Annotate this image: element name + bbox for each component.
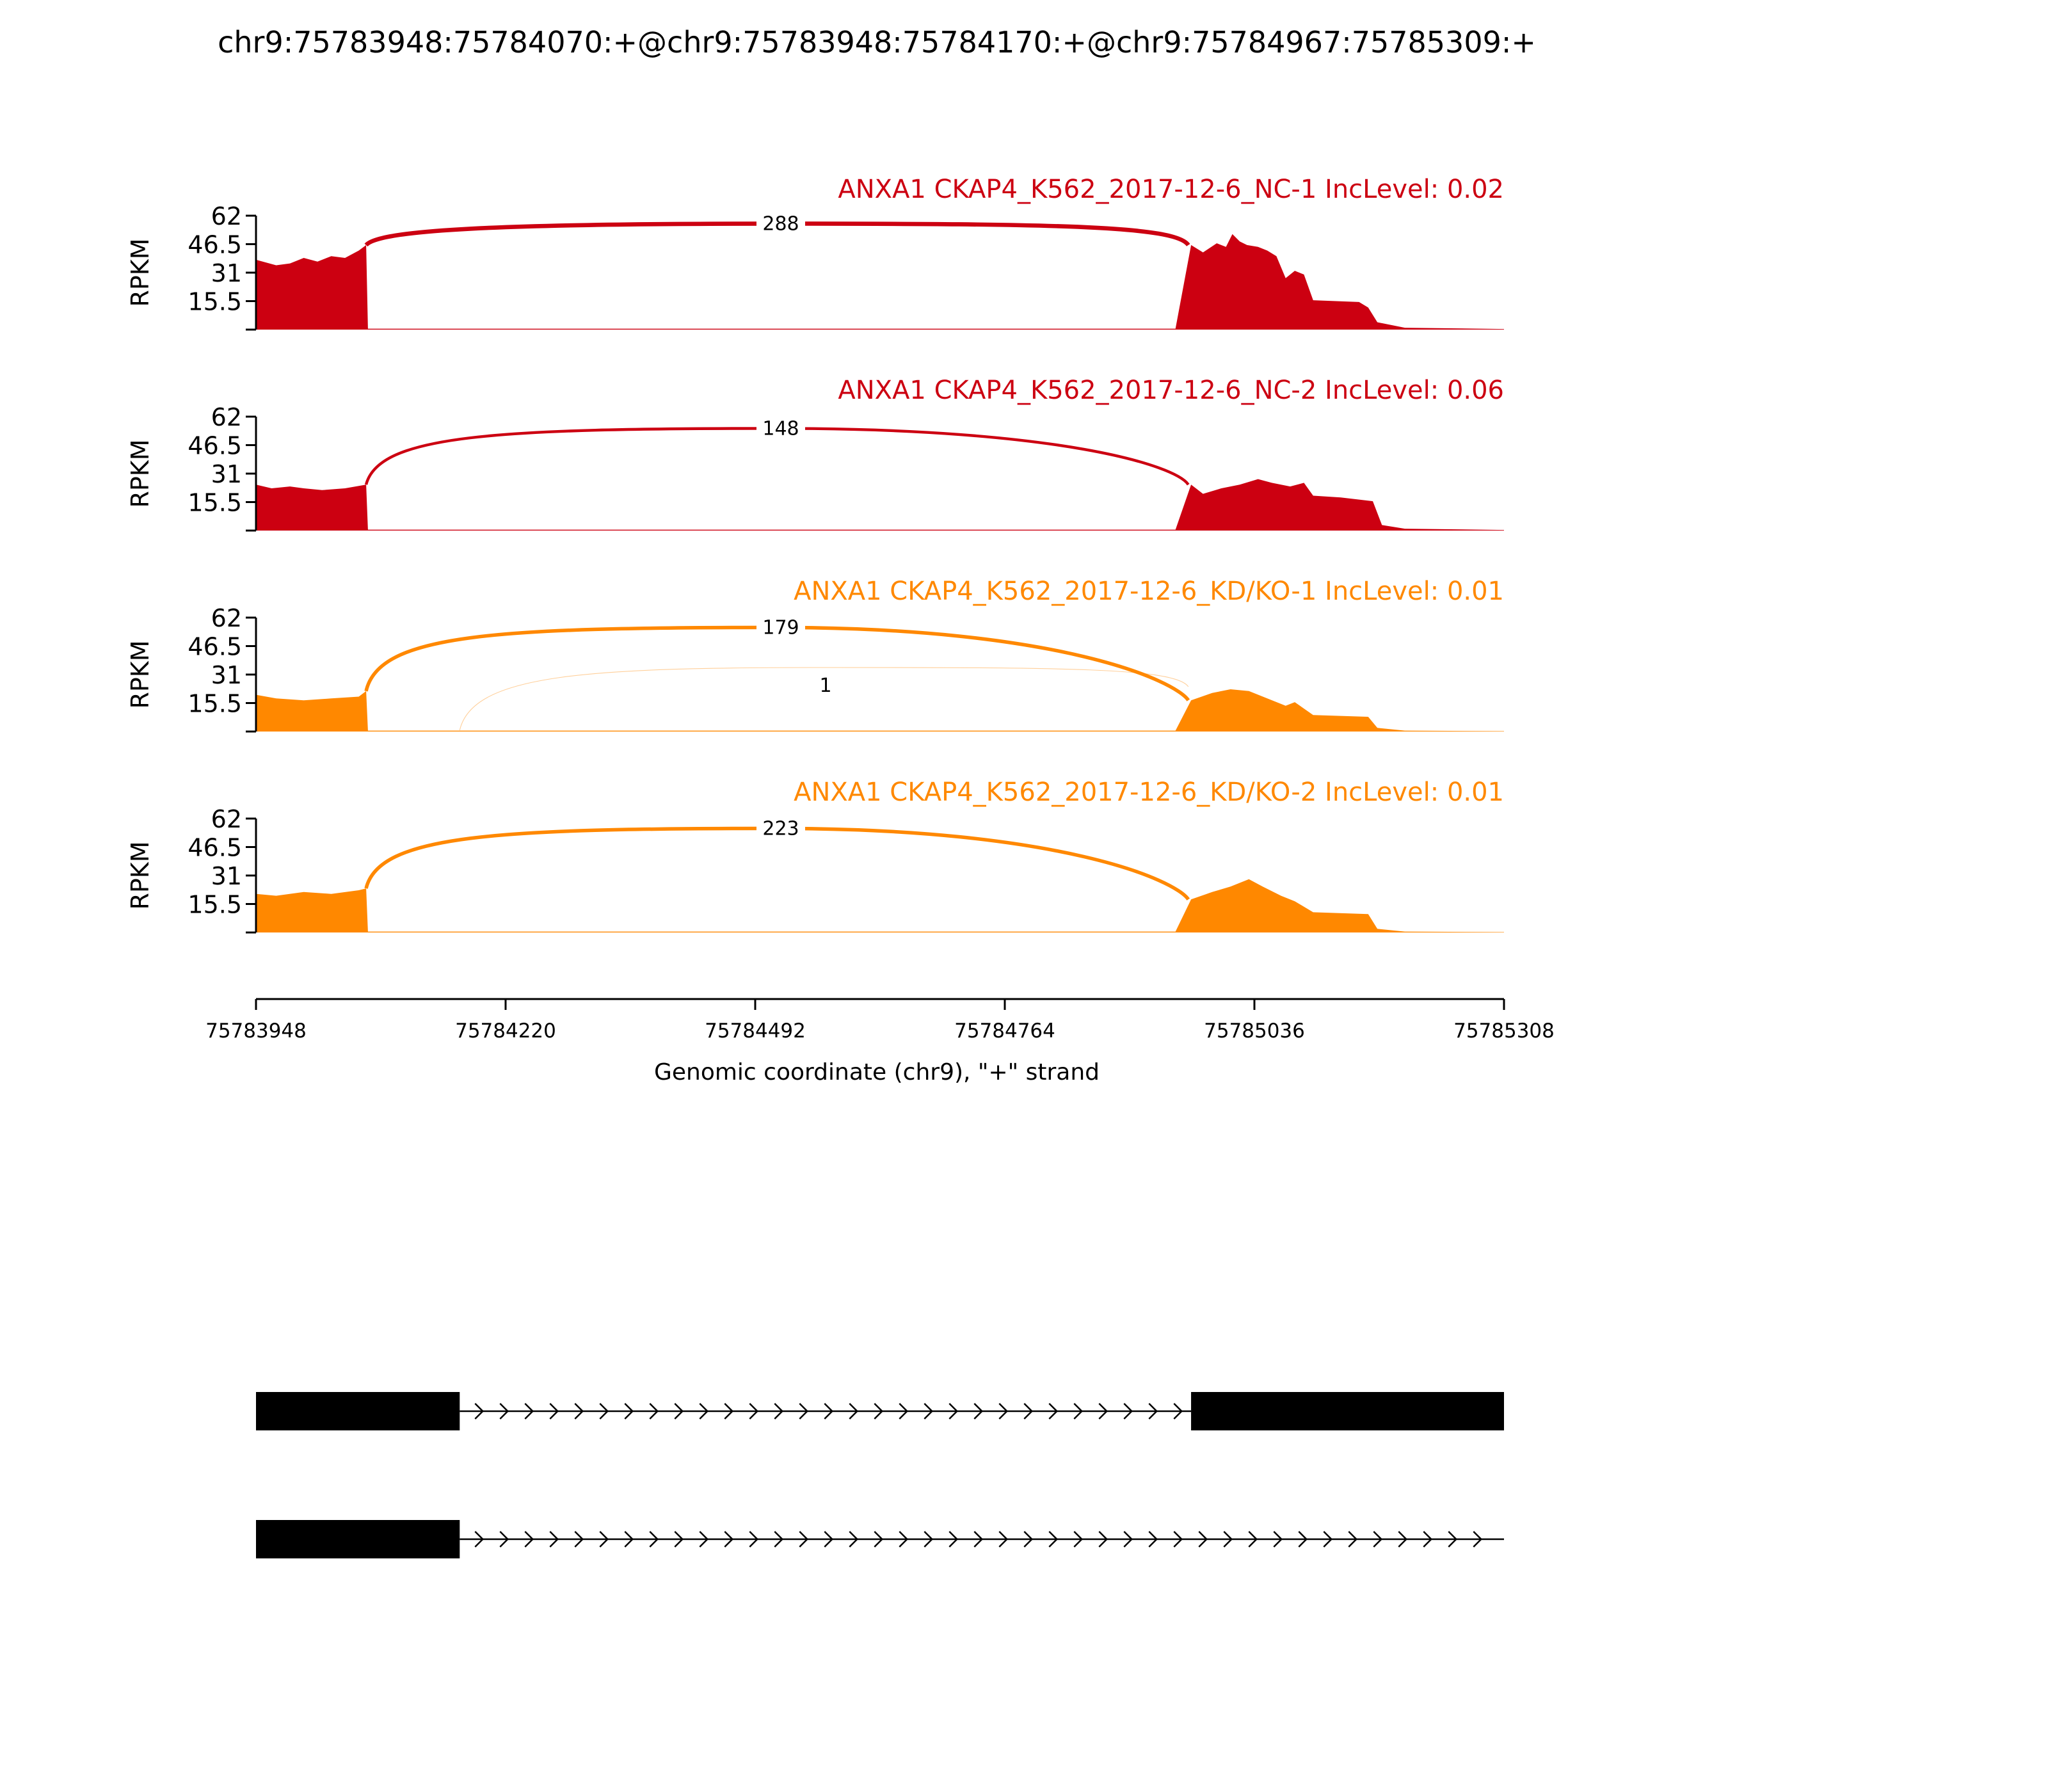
x-tick-label: 75785036 (1204, 1020, 1305, 1043)
x-tick-label: 75783948 (205, 1020, 307, 1043)
y-tick-label: 15.5 (188, 890, 242, 919)
coverage-area (256, 479, 1504, 531)
y-tick-label: 46.5 (188, 632, 242, 661)
x-axis (205, 999, 1555, 1043)
y-axis-label: RPKM (126, 439, 154, 508)
junction-count: 148 (762, 417, 799, 440)
gene-model-2 (256, 1520, 1504, 1558)
junction-count: 179 (762, 616, 799, 639)
gene-model-1 (256, 1392, 1504, 1430)
x-tick-label: 75785308 (1453, 1020, 1555, 1043)
panels (126, 175, 1504, 932)
x-tick-label: 75784764 (954, 1020, 1055, 1043)
y-axis-label: RPKM (126, 238, 154, 307)
y-tick-label: 15.5 (188, 287, 242, 316)
y-axis-label: RPKM (126, 640, 154, 709)
x-tick-label: 75784492 (705, 1020, 806, 1043)
y-tick-label: 62 (211, 403, 242, 431)
y-tick-label: 31 (211, 862, 242, 890)
coverage-area (256, 689, 1504, 732)
panel-2 (126, 376, 1504, 531)
exon (256, 1392, 460, 1430)
junction-count: 223 (762, 817, 799, 840)
exon (256, 1520, 460, 1558)
y-tick-label: 15.5 (188, 488, 242, 517)
y-tick-label: 46.5 (188, 431, 242, 460)
panel-1 (126, 175, 1504, 330)
panel-3 (126, 577, 1504, 732)
coverage-area (256, 879, 1504, 932)
y-tick-label: 46.5 (188, 230, 242, 259)
y-tick-label: 15.5 (188, 689, 242, 718)
y-tick-label: 31 (211, 259, 242, 287)
junction-count: 288 (762, 212, 799, 236)
panel-label: ANXA1 CKAP4_K562_2017-12-6_KD/KO-2 IncLevel: 0.01 (794, 778, 1504, 807)
figure-title: chr9:75783948:75784070:+@chr9:75783948:75784170:+@chr9:75784967:75785309:+ (218, 25, 1536, 60)
y-tick-label: 62 (211, 604, 242, 632)
y-tick-label: 62 (211, 202, 242, 230)
y-tick-label: 31 (211, 661, 242, 689)
gene-models (256, 1392, 1504, 1558)
y-tick-label: 46.5 (188, 833, 242, 862)
y-axis-label: RPKM (126, 841, 154, 910)
x-tick-label: 75784220 (455, 1020, 556, 1043)
y-tick-label: 62 (211, 805, 242, 833)
panel-label: ANXA1 CKAP4_K562_2017-12-6_NC-2 IncLevel: 0.06 (838, 376, 1504, 405)
exon (1191, 1392, 1504, 1430)
y-tick-label: 31 (211, 460, 242, 488)
panel-4 (126, 778, 1504, 932)
panel-label: ANXA1 CKAP4_K562_2017-12-6_NC-1 IncLevel: 0.02 (838, 175, 1504, 204)
x-axis-label: Genomic coordinate (chr9), "+" strand (653, 1059, 1100, 1085)
coverage-area (256, 234, 1504, 330)
panel-label: ANXA1 CKAP4_K562_2017-12-6_KD/KO-1 IncLevel: 0.01 (794, 577, 1504, 606)
junction-count: 1 (819, 675, 832, 697)
